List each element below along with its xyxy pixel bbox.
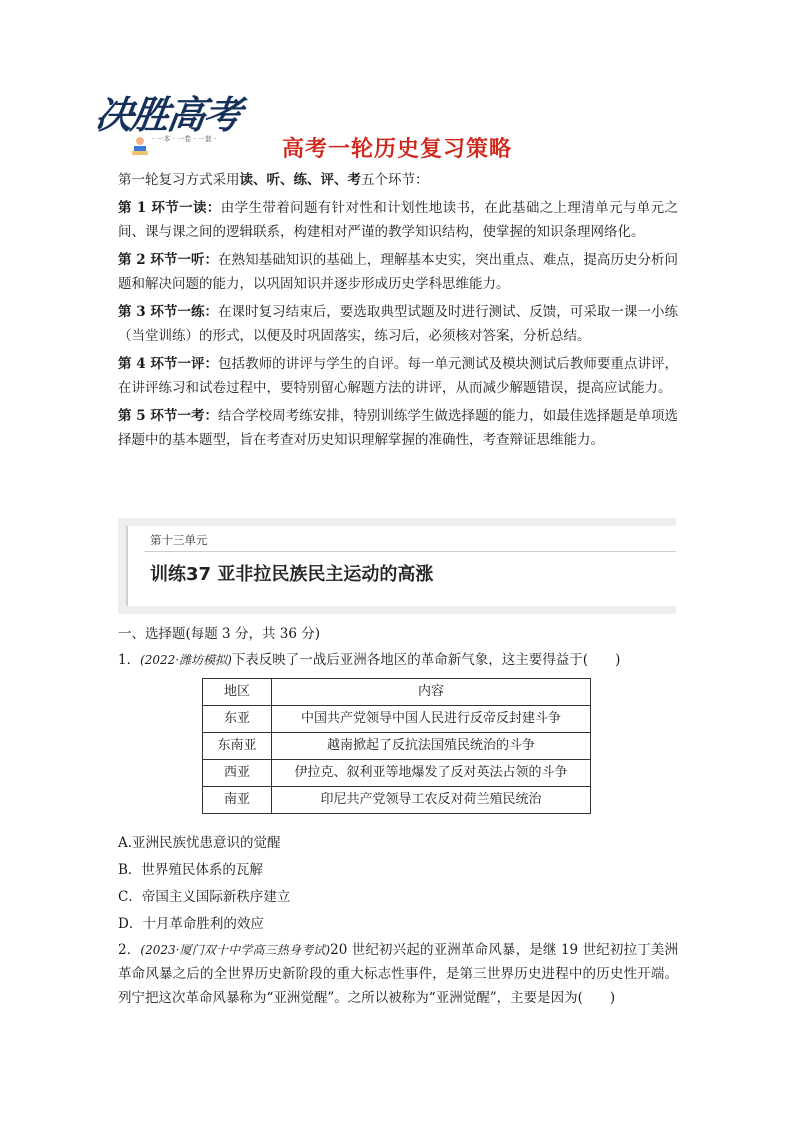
table-header: 内容	[272, 679, 591, 706]
unit-banner	[118, 518, 676, 614]
option-c: C．帝国主义国际新秩序建立	[118, 889, 291, 905]
strategy-step: 第 1 环节一读：由学生带着问题有针对性和计划性地读书，在此基础之上理清单元与单元之间、课与课之间的逻辑联系，构建相对严谨的教学知识结构，使掌握的知识条理网络化。	[118, 200, 678, 240]
questions-section	[118, 622, 678, 1010]
strategy-step: 第 5 环节一考：结合学校周考练安排，特别训练学生做选择题的能力，如最佳选择题是单项选择题中的基本题型，旨在考查对历史知识理解掌握的准确性，考查辩证思维能力。	[118, 408, 678, 448]
unit-title: 训练37 亚非拉民族民主运动的高涨	[150, 564, 434, 585]
unit-label: 第十三单元	[150, 533, 208, 547]
strategy-intro: 第一轮复习方式采用读、听、练、评、考五个环节：	[118, 172, 429, 188]
table-header: 地区	[203, 679, 272, 706]
document-title: 高考一轮历史复习策略	[281, 137, 512, 162]
strategy-section	[118, 168, 678, 456]
question-source: (2023·厦门双十中学高三热身考试)	[140, 943, 331, 957]
question-1-options	[118, 830, 678, 938]
option-d: D．十月革命胜利的效应	[118, 916, 264, 932]
question-2: 2．(2023·厦门双十中学高三热身考试)20 世纪初兴起的亚洲革命风暴，是继 19 世纪初拉丁美洲革命风暴之后的全世界历史新阶段的重大标志性事件，是第三世界历史进程中的历史性开端。列宁把这次革命风暴称为“亚洲觉醒”。之所以被称为“亚洲觉醒”，主要是因为( )	[118, 942, 679, 1006]
table-row: 东南亚 越南掀起了反抗法国殖民统治的斗争	[203, 733, 591, 760]
logo-subtext: · 一本 · 一卷 · 一套 ·	[152, 135, 217, 143]
option-a: A.亚洲民族忧患意识的觉醒	[118, 835, 281, 851]
table-row: 东亚 中国共产党领导中国人民进行反帝反封建斗争	[203, 706, 591, 733]
option-b: B．世界殖民体系的瓦解	[118, 862, 263, 878]
strategy-step: 第 2 环节一听：在熟知基础知识的基础上，理解基本史实，突出重点、难点，提高历史分析问题和解决问题的能力，以巩固知识并逐步形成历史学科思维能力。	[118, 252, 678, 292]
section-heading: 一、选择题(每题 3 分，共 36 分)	[118, 626, 320, 642]
table-row: 西亚 伊拉克、叙利亚等地爆发了反对英法占领的斗争	[203, 760, 591, 787]
question-source: (2022·潍坊模拟)	[140, 653, 232, 667]
table-row: 南亚 印尼共产党领导工农反对荷兰殖民统治	[203, 787, 591, 814]
strategy-step: 第 4 环节一评：包括教师的讲评与学生的自评。每一单元测试及模块测试后教师要重点讲评，在讲评练习和试卷过程中，要特别留心解题方法的讲评，从而减少解题错误，提高应试能力。	[118, 356, 678, 396]
strategy-step: 第 3 环节一练：在课时复习结束后，要选取典型试题及时进行测试、反馈，可采取一课一小练（当堂训练）的形式，以便及时巩固落实，练习后，必须核对答案，分析总结。	[118, 304, 678, 344]
question-1-table	[202, 678, 591, 814]
logo-text: 决胜高考	[92, 93, 243, 137]
question-1: 1．(2022·潍坊模拟)下表反映了一战后亚洲各地区的革命新气象，这主要得益于( )	[118, 652, 621, 668]
table-header-row	[203, 679, 591, 706]
divider	[144, 551, 676, 552]
